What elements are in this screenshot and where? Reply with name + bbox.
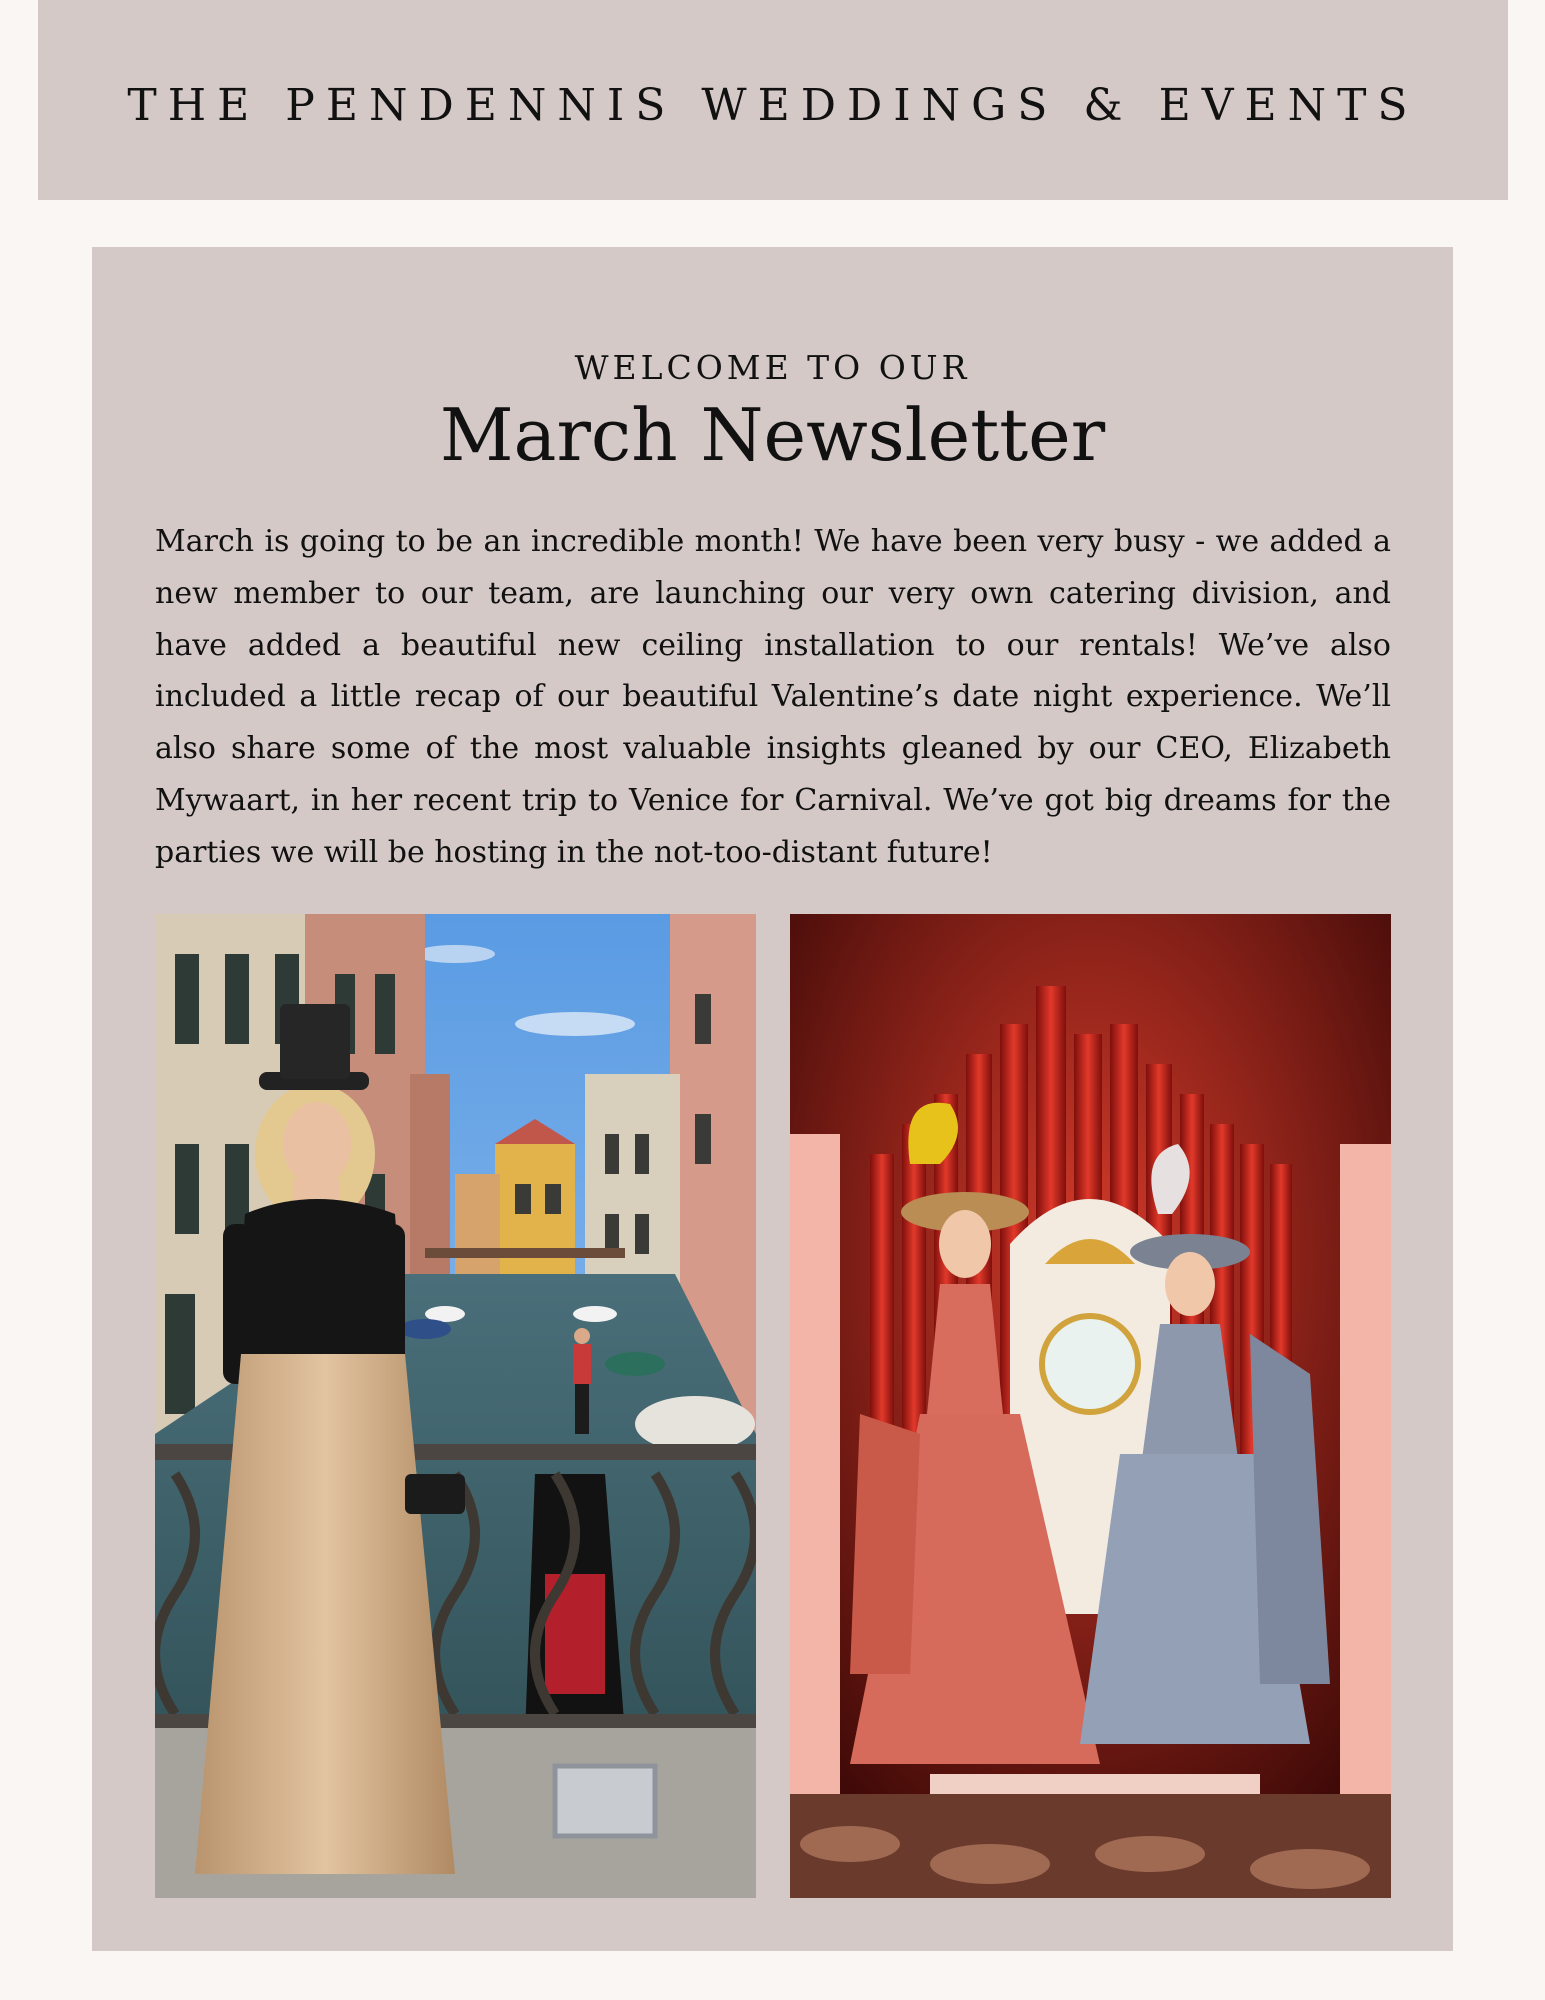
carnival-costumes-photo — [790, 914, 1391, 1898]
carnival-costumes-illustration — [790, 914, 1391, 1898]
venice-canal-illustration — [155, 914, 756, 1898]
welcome-kicker: WELCOME TO OUR — [574, 348, 971, 387]
intro-paragraph: March is going to be an incredible month! We have been very busy - we added a new member to our team, are launching our very own catering division, and have added a beautiful new ceiling installation to our rentals! We’ve also included a little recap of our beautiful Valentine’s date night experience. We’ll also share some of the most valuable insights gleaned by our CEO, Elizabeth Mywaart, in her recent trip to Venice for Carnival. We’ve got big dreams for the parties we will be hosting in the not-too-distant future! — [155, 524, 1391, 870]
newsletter-header — [38, 0, 1508, 200]
venice-canal-photo — [155, 914, 756, 1898]
brand-title: THE PENDENNIS WEDDINGS & EVENTS — [127, 79, 1419, 131]
newsletter-title: March Newsletter — [439, 393, 1106, 477]
